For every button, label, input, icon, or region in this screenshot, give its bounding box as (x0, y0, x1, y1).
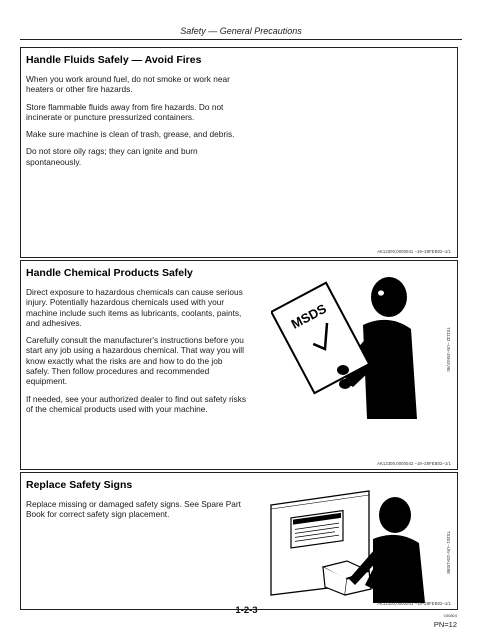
header-rule (20, 39, 462, 40)
section-handle-fluids (20, 47, 458, 258)
figure-head (371, 277, 407, 317)
figure-code: TS201 –UN–23AUG88 (446, 531, 451, 574)
section-title: Handle Chemical Products Safely (26, 267, 193, 279)
msds-reader-illustration (271, 269, 431, 427)
section-title: Handle Fluids Safely — Avoid Fires (26, 54, 202, 66)
paragraph: Carefully consult the manufacturer's instructions before you start any job using a hazardous chemical. That way you will know exactly what the risks are and how to do the job safely. Then follow procedures and recommended equipment. (26, 335, 244, 387)
section-body (26, 499, 248, 527)
paragraph: Direct exposure to hazardous chemicals can cause serious injury. Potentially hazardous chemicals used with your machine include such items as lubricants, coolants, paints, and adhesives. (26, 287, 243, 328)
section-chemical-products (20, 260, 458, 470)
figure-code: TS1132 –UN–26NOV90 (446, 327, 451, 372)
paragraph: When you work around fuel, do not smoke or work near heaters or other fire hazards. (26, 74, 230, 95)
paragraph: Do not store oily rags; they can ignite and burn spontaneously. (26, 146, 198, 167)
document-id: 030804 (443, 613, 457, 618)
running-header: Safety — General Precautions (180, 26, 302, 36)
reference-code: AK12300,0000041 –19–28FEB02–1/1 (377, 249, 451, 254)
section-body (26, 74, 241, 174)
safety-sign-illustration (269, 487, 437, 605)
figure-head (379, 497, 411, 533)
reference-code: AK12300,0000043 –19–28FEB02–1/1 (377, 601, 451, 606)
reference-code: AK12300,0000042 –19–28FEB02–1/1 (377, 461, 451, 466)
pn-code: PN=12 (433, 620, 457, 629)
section-body (26, 287, 248, 421)
paragraph: Replace missing or damaged safety signs. See Spare Part Book for correct safety sign placement. (26, 499, 241, 520)
paragraph: If needed, see your authorized dealer to find out safety risks of the chemical products used with your machine. (26, 393, 246, 414)
page-number: 1-2-3 (235, 605, 258, 616)
paragraph: Make sure machine is clean of trash, grease, and debris. (26, 129, 235, 140)
msds-label: MSDS (288, 300, 329, 332)
section-title: Replace Safety Signs (26, 479, 133, 491)
paragraph: Store flammable fluids away from fire hazards. Do not incinerate or puncture pressurized containers. (26, 101, 224, 122)
section-replace-safety-signs (20, 472, 458, 610)
